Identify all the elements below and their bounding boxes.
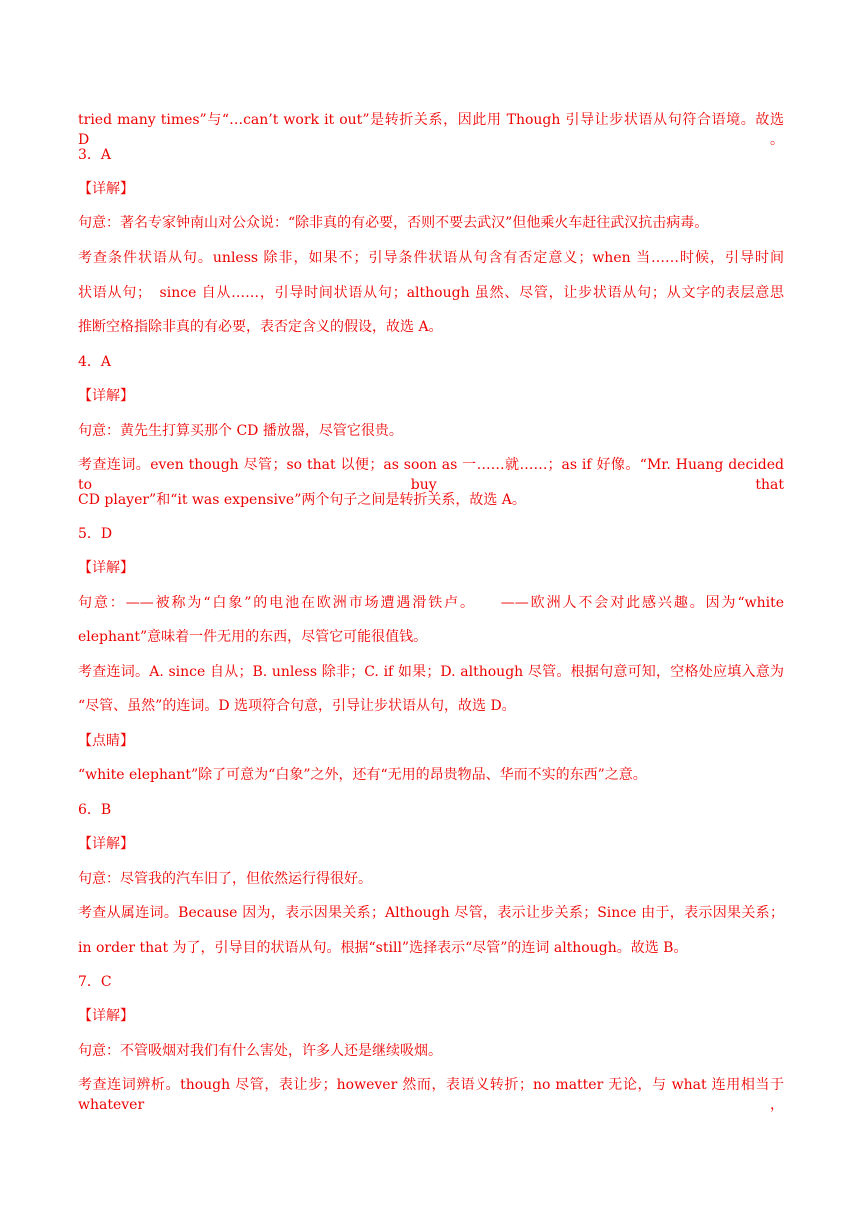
section-label: 【详解】 <box>78 181 134 197</box>
text-line: 考查连词辨析。though 尽管，表让步；however 然而，表语义转折；no matter 无论，与 what 连用相当于 whatever， <box>78 1077 784 1113</box>
text-line: 句意：著名专家钟南山对公众说：“除非真的有必要，否则不要去武汉”但他乘火车赶往武汉抗击病毒。 <box>78 215 709 231</box>
answer-heading: 3．A <box>78 147 112 163</box>
section-label: 【详解】 <box>78 560 134 576</box>
text-line: 推断空格指除非真的有必要，表否定含义的假设，故选 A。 <box>78 319 443 335</box>
section-label: 【点睛】 <box>78 733 134 749</box>
text-line: 句意：——被称为“白象”的电池在欧洲市场遭遇滑铁卢。 ——欧洲人不会对此感兴趣。因为“white <box>78 595 784 611</box>
text-line: 考查从属连词。Because 因为，表示因果关系；Although 尽管，表示让步关系；Since 由于，表示因果关系； <box>78 905 784 921</box>
text-line: CD player”和“it was expensive”两个句子之间是转折关系，故选 A。 <box>78 492 526 508</box>
text-line: tried many times”与“…can’t work it out”是转折关系，因此用 Though 引导让步状语从句符合语境。故选 D。 <box>78 112 784 148</box>
text-line: 考查连词。A. since 自从；B. unless 除非；C. if 如果；D. although 尽管。根据句意可知，空格处应填入意为 <box>78 664 784 680</box>
answer-heading: 7．C <box>78 974 112 990</box>
text-line: 考查条件状语从句。unless 除非，如果不；引导条件状语从句含有否定意义；when 当……时候，引导时间 <box>78 250 784 266</box>
answer-heading: 5．D <box>78 526 113 542</box>
text-line: 句意：黄先生打算买那个 CD 播放器，尽管它很贵。 <box>78 423 403 439</box>
text-line: 句意：尽管我的汽车旧了，但依然运行得很好。 <box>78 871 372 887</box>
answer-heading: 6．B <box>78 802 112 818</box>
answer-heading: 4．A <box>78 354 112 370</box>
text-line: 句意：不管吸烟对我们有什么害处，许多人还是继续吸烟。 <box>78 1043 442 1059</box>
text-line: 考查连词。even though 尽管；so that 以便；as soon as 一……就……；as if 好像。“Mr. Huang decided to buy that <box>78 457 784 493</box>
text-line: 状语从句； since 自从……，引导时间状语从句；although 虽然、尽管，让步状语从句；从文字的表层意思 <box>78 285 784 301</box>
text-line: in order that 为了，引导目的状语从句。根据“still”选择表示“尽管”的连词 although。故选 B。 <box>78 940 688 956</box>
text-line: “尽管、虽然”的连词。D 选项符合句意，引导让步状语从句，故选 D。 <box>78 698 516 714</box>
section-label: 【详解】 <box>78 1008 134 1024</box>
section-label: 【详解】 <box>78 836 134 852</box>
text-line: “white elephant”除了可意为“白象”之外，还有“无用的昂贵物品、华而不实的东西”之意。 <box>78 767 647 783</box>
text-line: elephant”意味着一件无用的东西，尽管它可能很值钱。 <box>78 629 428 645</box>
section-label: 【详解】 <box>78 388 134 404</box>
